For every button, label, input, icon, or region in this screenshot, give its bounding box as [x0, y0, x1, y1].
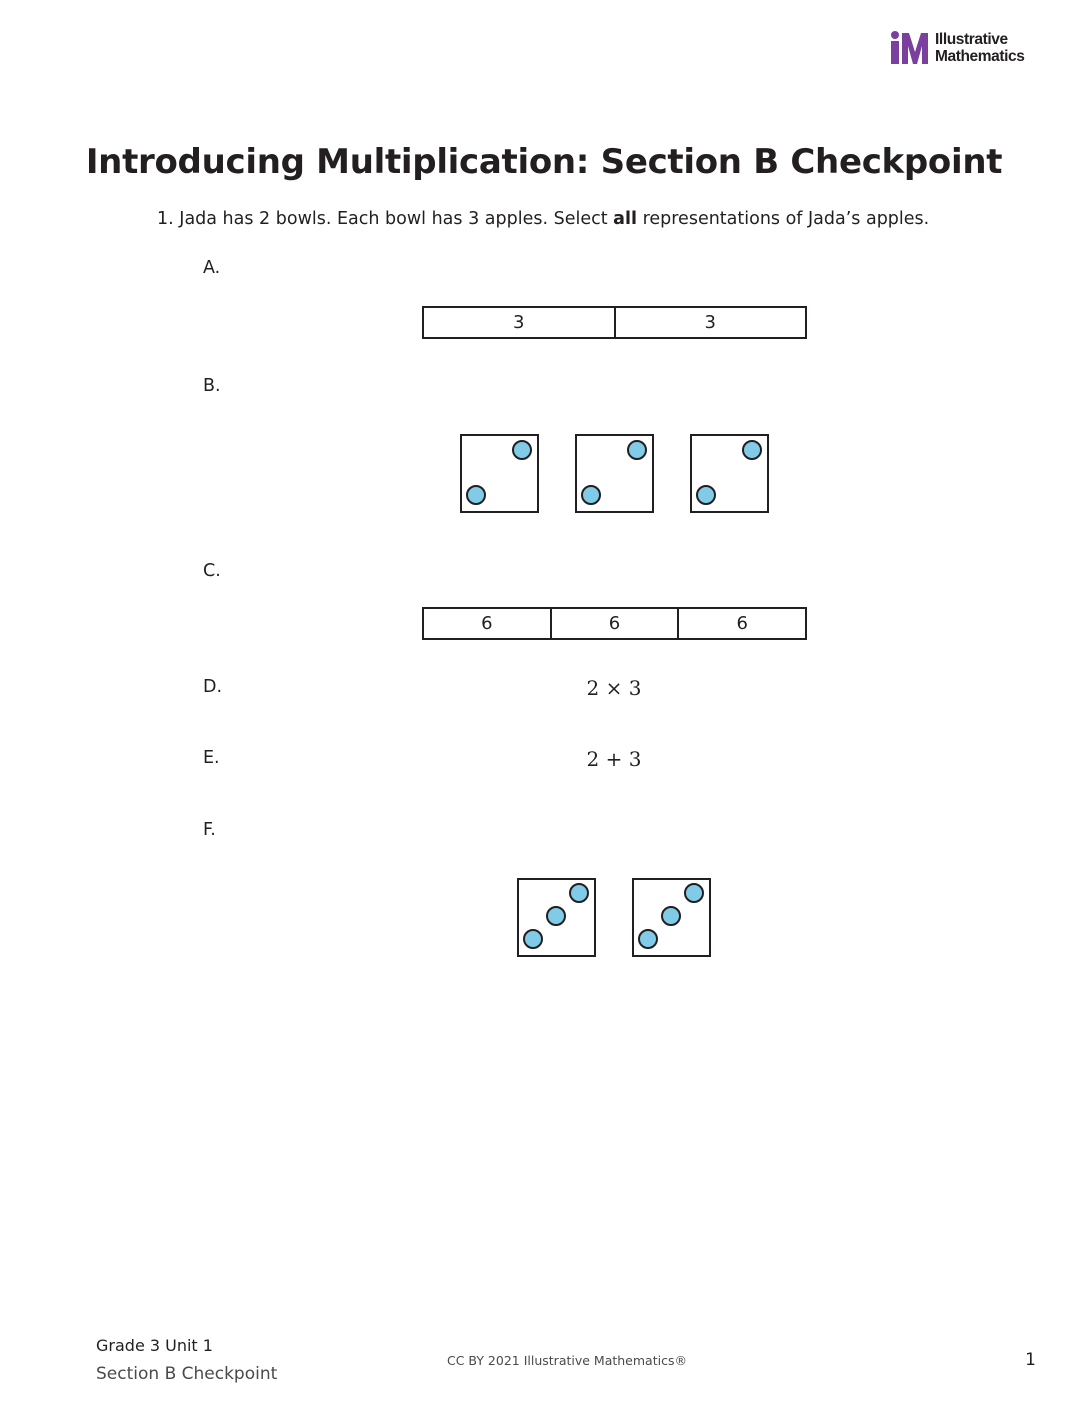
apple-dot	[743, 441, 761, 459]
apple-dot	[697, 486, 715, 504]
apple-dot	[582, 486, 600, 504]
choice-b-group-diagram	[458, 432, 773, 515]
choice-e-label[interactable]: E.	[203, 748, 220, 768]
apple-dot	[547, 907, 565, 925]
tape-segment: 6	[550, 609, 678, 638]
group-box	[633, 879, 710, 956]
choice-c-tape-diagram	[422, 607, 807, 640]
page-title: Introducing Multiplication: Section B Checkpoint	[85, 142, 1003, 182]
group-box	[518, 879, 595, 956]
question-emphasis: all	[613, 209, 637, 229]
illustrative-mathematics-logo	[889, 30, 1049, 70]
apple-dot	[467, 486, 485, 504]
im-logo-mark-icon	[889, 30, 929, 66]
choice-b-label[interactable]: B.	[203, 376, 221, 396]
apple-dot	[662, 907, 680, 925]
choice-d-label[interactable]: D.	[203, 677, 223, 697]
footer-section: Section B Checkpoint	[96, 1364, 278, 1384]
logo-line-2: Mathematics	[935, 48, 1025, 65]
choice-f-label[interactable]: F.	[203, 820, 216, 840]
group-box	[461, 435, 538, 512]
tape-segment: 3	[513, 312, 525, 333]
choice-e-expression: 2 + 3	[586, 747, 642, 771]
footer-grade-unit: Grade 3 Unit 1	[96, 1336, 213, 1355]
tape-segment: 6	[481, 613, 493, 634]
tape-segment: 6	[677, 609, 805, 638]
page-number: 1	[1025, 1350, 1036, 1370]
apple-dot	[685, 884, 703, 902]
choice-d-expression: 2 × 3	[586, 676, 642, 700]
group-box	[576, 435, 653, 512]
choice-a-label[interactable]: A.	[203, 258, 221, 278]
apple-dot	[628, 441, 646, 459]
apple-dot	[570, 884, 588, 902]
apple-dot	[513, 441, 531, 459]
footer-copyright: CC BY 2021 Illustrative Mathematics®	[447, 1353, 687, 1368]
tape-segment: 3	[614, 308, 806, 337]
choice-f-group-diagram	[515, 876, 715, 959]
question-1	[157, 209, 929, 229]
logo-text	[935, 31, 1025, 65]
apple-dot	[639, 930, 657, 948]
choice-a-tape-diagram	[422, 306, 807, 339]
choice-c-label[interactable]: C.	[203, 561, 221, 581]
logo-line-1: Illustrative	[935, 31, 1008, 48]
question-text-after: representations of Jada’s apples.	[642, 209, 930, 229]
apple-dot	[524, 930, 542, 948]
question-text-before: Jada has 2 bowls. Each bowl has 3 apples. Select	[179, 209, 608, 229]
question-number: 1.	[157, 209, 174, 229]
group-box	[691, 435, 768, 512]
